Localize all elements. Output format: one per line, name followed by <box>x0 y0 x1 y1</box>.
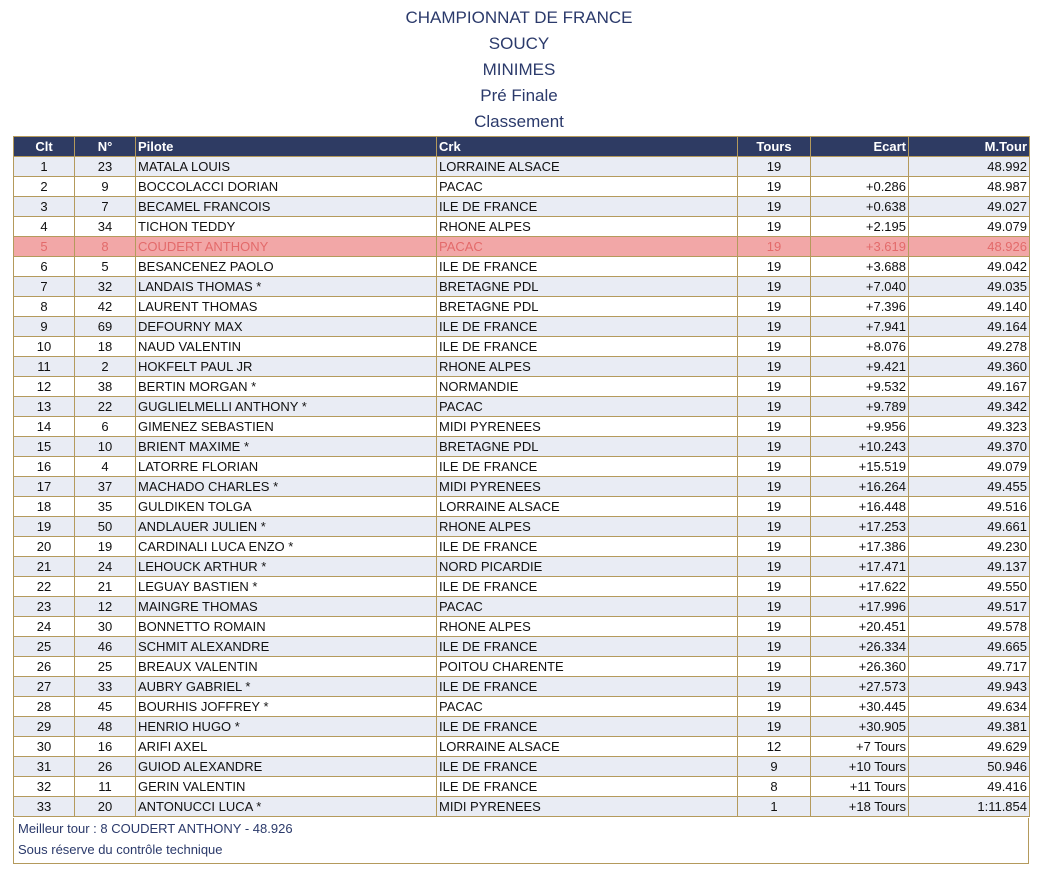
row-gap: +30.905 <box>811 717 909 737</box>
row-gap: +17.253 <box>811 517 909 537</box>
row-best-lap: 49.137 <box>909 557 1030 577</box>
row-kart-number: 12 <box>75 597 136 617</box>
row-position: 31 <box>14 757 75 777</box>
row-best-lap: 49.416 <box>909 777 1030 797</box>
row-laps: 1 <box>738 797 811 817</box>
row-best-lap: 49.079 <box>909 457 1030 477</box>
row-best-lap: 49.661 <box>909 517 1030 537</box>
row-kart-number: 42 <box>75 297 136 317</box>
row-gap: +18 Tours <box>811 797 909 817</box>
row-laps: 19 <box>738 717 811 737</box>
column-header-tours[interactable]: Tours <box>738 137 811 157</box>
row-laps: 19 <box>738 257 811 277</box>
row-laps: 9 <box>738 757 811 777</box>
table-row[interactable] <box>14 377 1030 397</box>
row-laps: 19 <box>738 677 811 697</box>
row-gap: +7.941 <box>811 317 909 337</box>
table-row[interactable] <box>14 797 1030 817</box>
row-laps: 19 <box>738 297 811 317</box>
row-best-lap: 49.455 <box>909 477 1030 497</box>
page-header <box>0 0 1038 137</box>
table-row[interactable] <box>14 637 1030 657</box>
row-driver-name: BREAUX VALENTIN <box>136 657 437 677</box>
row-gap: +16.264 <box>811 477 909 497</box>
row-kart-number: 11 <box>75 777 136 797</box>
row-laps: 19 <box>738 577 811 597</box>
classification-title: Classement <box>474 112 564 131</box>
row-laps: 19 <box>738 457 811 477</box>
row-gap: +30.445 <box>811 697 909 717</box>
table-row[interactable] <box>14 397 1030 417</box>
row-region: ILE DE FRANCE <box>437 197 738 217</box>
best-lap-text: Meilleur tour : 8 COUDERT ANTHONY - 48.926 <box>18 821 293 836</box>
row-region: ILE DE FRANCE <box>437 637 738 657</box>
row-driver-name: ARIFI AXEL <box>136 737 437 757</box>
row-best-lap: 48.987 <box>909 177 1030 197</box>
table-row[interactable] <box>14 457 1030 477</box>
row-gap: +17.622 <box>811 577 909 597</box>
row-best-lap: 49.079 <box>909 217 1030 237</box>
row-laps: 19 <box>738 657 811 677</box>
row-driver-name: BRIENT MAXIME * <box>136 437 437 457</box>
row-laps: 19 <box>738 637 811 657</box>
row-position: 13 <box>14 397 75 417</box>
row-kart-number: 38 <box>75 377 136 397</box>
row-position: 19 <box>14 517 75 537</box>
row-laps: 19 <box>738 317 811 337</box>
row-region: ILE DE FRANCE <box>437 717 738 737</box>
row-kart-number: 20 <box>75 797 136 817</box>
row-kart-number: 50 <box>75 517 136 537</box>
row-laps: 19 <box>738 597 811 617</box>
table-header-row <box>14 137 1030 157</box>
row-position: 15 <box>14 437 75 457</box>
row-laps: 8 <box>738 777 811 797</box>
table-row[interactable] <box>14 537 1030 557</box>
row-driver-name: GERIN VALENTIN <box>136 777 437 797</box>
table-row[interactable] <box>14 317 1030 337</box>
row-best-lap: 49.517 <box>909 597 1030 617</box>
row-position: 4 <box>14 217 75 237</box>
row-laps: 19 <box>738 437 811 457</box>
table-row[interactable] <box>14 777 1030 797</box>
row-position: 20 <box>14 537 75 557</box>
table-row[interactable] <box>14 297 1030 317</box>
row-kart-number: 21 <box>75 577 136 597</box>
row-kart-number: 9 <box>75 177 136 197</box>
row-gap: +15.519 <box>811 457 909 477</box>
row-gap: +26.360 <box>811 657 909 677</box>
row-driver-name: MACHADO CHARLES * <box>136 477 437 497</box>
row-best-lap: 49.665 <box>909 637 1030 657</box>
row-laps: 19 <box>738 397 811 417</box>
table-row[interactable] <box>14 337 1030 357</box>
row-gap: +3.619 <box>811 237 909 257</box>
row-kart-number: 23 <box>75 157 136 177</box>
row-position: 30 <box>14 737 75 757</box>
row-driver-name: LANDAIS THOMAS * <box>136 277 437 297</box>
row-region: PACAC <box>437 397 738 417</box>
row-region: ILE DE FRANCE <box>437 757 738 777</box>
row-region: ILE DE FRANCE <box>437 457 738 477</box>
row-driver-name: NAUD VALENTIN <box>136 337 437 357</box>
row-gap: +9.421 <box>811 357 909 377</box>
row-gap: +10.243 <box>811 437 909 457</box>
row-driver-name: AUBRY GABRIEL * <box>136 677 437 697</box>
row-position: 5 <box>14 237 75 257</box>
row-kart-number: 18 <box>75 337 136 357</box>
row-driver-name: LEHOUCK ARTHUR * <box>136 557 437 577</box>
table-row[interactable] <box>14 597 1030 617</box>
row-laps: 19 <box>738 477 811 497</box>
row-region: MIDI PYRENEES <box>437 417 738 437</box>
row-gap: +8.076 <box>811 337 909 357</box>
row-gap: +3.688 <box>811 257 909 277</box>
row-kart-number: 2 <box>75 357 136 377</box>
row-gap: +0.286 <box>811 177 909 197</box>
row-position: 27 <box>14 677 75 697</box>
table-row[interactable] <box>14 217 1030 237</box>
row-driver-name: LAURENT THOMAS <box>136 297 437 317</box>
table-row[interactable] <box>14 517 1030 537</box>
row-driver-name: GUIOD ALEXANDRE <box>136 757 437 777</box>
session-name: Pré Finale <box>480 86 558 105</box>
row-region: RHONE ALPES <box>437 357 738 377</box>
row-region: ILE DE FRANCE <box>437 257 738 277</box>
row-position: 12 <box>14 377 75 397</box>
row-region: MIDI PYRENEES <box>437 477 738 497</box>
row-region: ILE DE FRANCE <box>437 577 738 597</box>
row-driver-name: SCHMIT ALEXANDRE <box>136 637 437 657</box>
row-region: BRETAGNE PDL <box>437 277 738 297</box>
row-kart-number: 10 <box>75 437 136 457</box>
row-kart-number: 48 <box>75 717 136 737</box>
row-best-lap: 49.164 <box>909 317 1030 337</box>
row-best-lap: 49.035 <box>909 277 1030 297</box>
table-row[interactable] <box>14 197 1030 217</box>
row-best-lap: 49.323 <box>909 417 1030 437</box>
row-driver-name: CARDINALI LUCA ENZO * <box>136 537 437 557</box>
row-kart-number: 32 <box>75 277 136 297</box>
row-gap <box>811 157 909 177</box>
row-best-lap: 49.516 <box>909 497 1030 517</box>
row-driver-name: GULDIKEN TOLGA <box>136 497 437 517</box>
row-gap: +17.996 <box>811 597 909 617</box>
results-footer <box>13 818 1029 864</box>
row-best-lap: 49.230 <box>909 537 1030 557</box>
row-best-lap: 49.629 <box>909 737 1030 757</box>
row-best-lap: 49.943 <box>909 677 1030 697</box>
row-driver-name: GIMENEZ SEBASTIEN <box>136 417 437 437</box>
row-driver-name: ANDLAUER JULIEN * <box>136 517 437 537</box>
row-gap: +11 Tours <box>811 777 909 797</box>
row-position: 28 <box>14 697 75 717</box>
row-driver-name: HOKFELT PAUL JR <box>136 357 437 377</box>
row-driver-name: MATALA LOUIS <box>136 157 437 177</box>
row-laps: 19 <box>738 497 811 517</box>
row-region: LORRAINE ALSACE <box>437 157 738 177</box>
row-gap: +9.956 <box>811 417 909 437</box>
row-best-lap: 1:11.854 <box>909 797 1030 817</box>
row-gap: +10 Tours <box>811 757 909 777</box>
row-best-lap: 49.027 <box>909 197 1030 217</box>
row-kart-number: 16 <box>75 737 136 757</box>
row-kart-number: 24 <box>75 557 136 577</box>
row-laps: 19 <box>738 697 811 717</box>
row-laps: 19 <box>738 277 811 297</box>
table-row[interactable] <box>14 437 1030 457</box>
row-position: 16 <box>14 457 75 477</box>
row-driver-name: DEFOURNY MAX <box>136 317 437 337</box>
row-laps: 19 <box>738 217 811 237</box>
row-kart-number: 34 <box>75 217 136 237</box>
row-gap: +9.789 <box>811 397 909 417</box>
row-region: PACAC <box>437 597 738 617</box>
row-best-lap: 49.578 <box>909 617 1030 637</box>
row-position: 23 <box>14 597 75 617</box>
row-laps: 19 <box>738 377 811 397</box>
row-position: 26 <box>14 657 75 677</box>
row-laps: 19 <box>738 517 811 537</box>
table-row[interactable] <box>14 697 1030 717</box>
row-kart-number: 46 <box>75 637 136 657</box>
table-row[interactable] <box>14 257 1030 277</box>
row-laps: 19 <box>738 157 811 177</box>
row-laps: 19 <box>738 557 811 577</box>
row-best-lap: 49.550 <box>909 577 1030 597</box>
row-driver-name: MAINGRE THOMAS <box>136 597 437 617</box>
row-position: 24 <box>14 617 75 637</box>
column-header-best-lap[interactable]: M.Tour <box>909 137 1030 157</box>
row-position: 1 <box>14 157 75 177</box>
row-gap: +2.195 <box>811 217 909 237</box>
row-driver-name: COUDERT ANTHONY <box>136 237 437 257</box>
table-row[interactable] <box>14 357 1030 377</box>
row-laps: 19 <box>738 237 811 257</box>
table-row[interactable] <box>14 657 1030 677</box>
results-table <box>13 136 1030 817</box>
row-driver-name: BOCCOLACCI DORIAN <box>136 177 437 197</box>
row-position: 14 <box>14 417 75 437</box>
row-gap: +7.040 <box>811 277 909 297</box>
column-header-clt[interactable]: Clt <box>14 137 75 157</box>
row-region: RHONE ALPES <box>437 617 738 637</box>
table-row[interactable] <box>14 277 1030 297</box>
row-kart-number: 26 <box>75 757 136 777</box>
championship-title: CHAMPIONNAT DE FRANCE <box>405 8 633 27</box>
row-driver-name: BERTIN MORGAN * <box>136 377 437 397</box>
category-name: MINIMES <box>482 60 556 79</box>
row-gap: +26.334 <box>811 637 909 657</box>
row-driver-name: ANTONUCCI LUCA * <box>136 797 437 817</box>
row-driver-name: TICHON TEDDY <box>136 217 437 237</box>
row-laps: 19 <box>738 617 811 637</box>
table-row[interactable] <box>14 157 1030 177</box>
row-driver-name: BESANCENEZ PAOLO <box>136 257 437 277</box>
row-kart-number: 4 <box>75 457 136 477</box>
results-body <box>14 157 1030 817</box>
row-position: 10 <box>14 337 75 357</box>
row-position: 17 <box>14 477 75 497</box>
row-driver-name: BONNETTO ROMAIN <box>136 617 437 637</box>
row-region: PACAC <box>437 177 738 197</box>
row-kart-number: 6 <box>75 417 136 437</box>
technical-check-note: Sous réserve du contrôle technique <box>18 842 223 857</box>
row-gap: +7.396 <box>811 297 909 317</box>
row-region: PACAC <box>437 237 738 257</box>
row-kart-number: 25 <box>75 657 136 677</box>
row-gap: +27.573 <box>811 677 909 697</box>
row-region: ILE DE FRANCE <box>437 677 738 697</box>
row-laps: 12 <box>738 737 811 757</box>
row-region: LORRAINE ALSACE <box>437 497 738 517</box>
table-row[interactable] <box>14 477 1030 497</box>
row-region: RHONE ALPES <box>437 217 738 237</box>
row-region: ILE DE FRANCE <box>437 317 738 337</box>
row-laps: 19 <box>738 337 811 357</box>
row-best-lap: 49.167 <box>909 377 1030 397</box>
row-kart-number: 22 <box>75 397 136 417</box>
row-laps: 19 <box>738 197 811 217</box>
row-position: 21 <box>14 557 75 577</box>
row-region: MIDI PYRENEES <box>437 797 738 817</box>
row-position: 3 <box>14 197 75 217</box>
row-driver-name: LATORRE FLORIAN <box>136 457 437 477</box>
row-best-lap: 49.042 <box>909 257 1030 277</box>
row-laps: 19 <box>738 417 811 437</box>
row-best-lap: 49.342 <box>909 397 1030 417</box>
circuit-name: SOUCY <box>488 34 550 53</box>
table-row[interactable] <box>14 737 1030 757</box>
column-header-number[interactable]: N° <box>75 137 136 157</box>
table-row[interactable] <box>14 677 1030 697</box>
row-kart-number: 37 <box>75 477 136 497</box>
row-region: ILE DE FRANCE <box>437 777 738 797</box>
row-position: 7 <box>14 277 75 297</box>
row-kart-number: 30 <box>75 617 136 637</box>
row-laps: 19 <box>738 177 811 197</box>
row-gap: +17.471 <box>811 557 909 577</box>
row-kart-number: 33 <box>75 677 136 697</box>
row-position: 8 <box>14 297 75 317</box>
table-row[interactable] <box>14 177 1030 197</box>
row-best-lap: 49.634 <box>909 697 1030 717</box>
row-position: 29 <box>14 717 75 737</box>
table-row[interactable] <box>14 497 1030 517</box>
table-row[interactable] <box>14 617 1030 637</box>
row-region: NORMANDIE <box>437 377 738 397</box>
row-driver-name: BECAMEL FRANCOIS <box>136 197 437 217</box>
table-row[interactable] <box>14 757 1030 777</box>
table-row[interactable] <box>14 557 1030 577</box>
table-row[interactable] <box>14 237 1030 257</box>
row-region: RHONE ALPES <box>437 517 738 537</box>
column-header-crk[interactable]: Crk <box>437 137 738 157</box>
row-kart-number: 5 <box>75 257 136 277</box>
row-position: 33 <box>14 797 75 817</box>
row-best-lap: 49.278 <box>909 337 1030 357</box>
row-best-lap: 49.360 <box>909 357 1030 377</box>
row-best-lap: 48.992 <box>909 157 1030 177</box>
row-gap: +20.451 <box>811 617 909 637</box>
row-gap: +16.448 <box>811 497 909 517</box>
row-gap: +17.386 <box>811 537 909 557</box>
row-region: NORD PICARDIE <box>437 557 738 577</box>
table-row[interactable] <box>14 417 1030 437</box>
row-region: POITOU CHARENTE <box>437 657 738 677</box>
row-driver-name: LEGUAY BASTIEN * <box>136 577 437 597</box>
row-gap: +9.532 <box>811 377 909 397</box>
row-laps: 19 <box>738 357 811 377</box>
row-position: 25 <box>14 637 75 657</box>
table-row[interactable] <box>14 577 1030 597</box>
row-region: PACAC <box>437 697 738 717</box>
row-best-lap: 48.926 <box>909 237 1030 257</box>
column-header-ecart[interactable]: Ecart <box>811 137 909 157</box>
table-row[interactable] <box>14 717 1030 737</box>
row-driver-name: BOURHIS JOFFREY * <box>136 697 437 717</box>
row-best-lap: 49.717 <box>909 657 1030 677</box>
row-gap: +0.638 <box>811 197 909 217</box>
row-position: 32 <box>14 777 75 797</box>
row-position: 18 <box>14 497 75 517</box>
row-region: BRETAGNE PDL <box>437 437 738 457</box>
row-region: BRETAGNE PDL <box>437 297 738 317</box>
row-best-lap: 49.381 <box>909 717 1030 737</box>
row-kart-number: 69 <box>75 317 136 337</box>
row-kart-number: 45 <box>75 697 136 717</box>
row-position: 11 <box>14 357 75 377</box>
row-driver-name: HENRIO HUGO * <box>136 717 437 737</box>
row-best-lap: 49.140 <box>909 297 1030 317</box>
row-gap: +7 Tours <box>811 737 909 757</box>
row-position: 22 <box>14 577 75 597</box>
row-kart-number: 35 <box>75 497 136 517</box>
row-region: ILE DE FRANCE <box>437 337 738 357</box>
row-laps: 19 <box>738 537 811 557</box>
row-best-lap: 49.370 <box>909 437 1030 457</box>
row-driver-name: GUGLIELMELLI ANTHONY * <box>136 397 437 417</box>
row-kart-number: 19 <box>75 537 136 557</box>
row-position: 2 <box>14 177 75 197</box>
row-position: 6 <box>14 257 75 277</box>
row-best-lap: 50.946 <box>909 757 1030 777</box>
row-region: ILE DE FRANCE <box>437 537 738 557</box>
row-position: 9 <box>14 317 75 337</box>
row-kart-number: 8 <box>75 237 136 257</box>
column-header-pilote[interactable]: Pilote <box>136 137 437 157</box>
row-region: LORRAINE ALSACE <box>437 737 738 757</box>
row-kart-number: 7 <box>75 197 136 217</box>
